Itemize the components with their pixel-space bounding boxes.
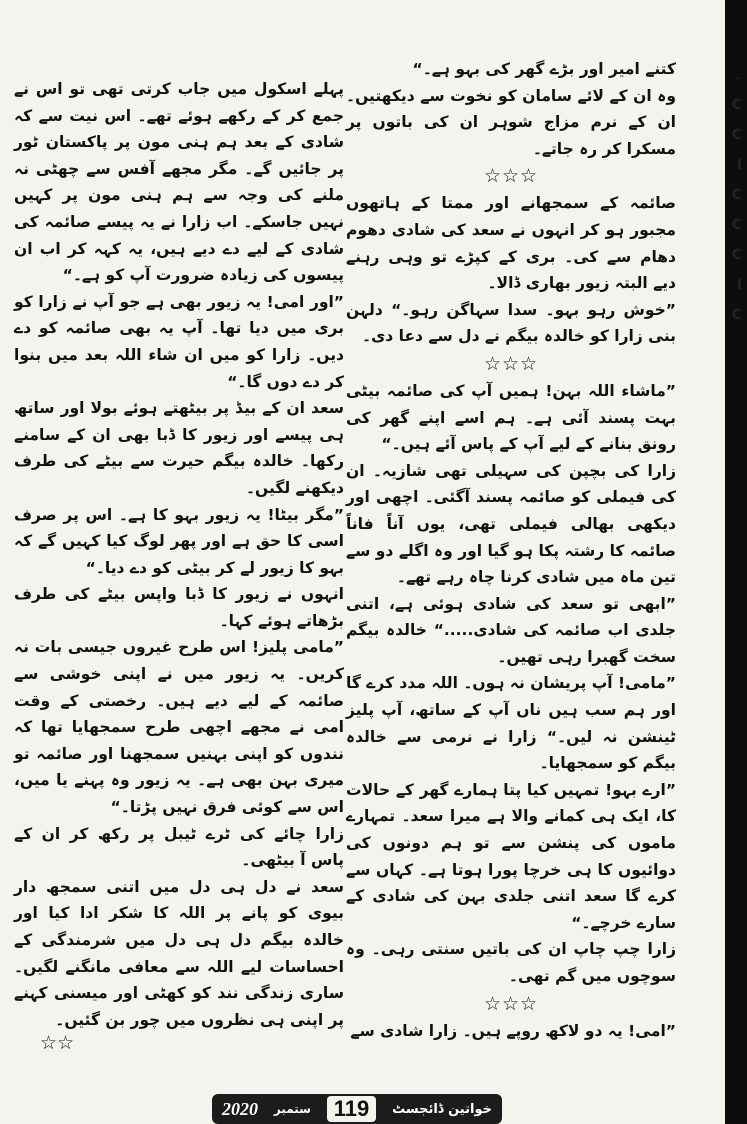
- paragraph: زارا کی بچپن کی سہیلی تھی شازیہ۔ ان کی فیملی کو صائمہ پسند آگئی۔ اچھی اور دیکھی بھالی فیملی تھی، یوں آناً فاناً صائمہ کا رشتہ پکا ہو گیا اور وہ اگلے دو سے تین ماہ میں شادی کرنا چاہ رہے تھے۔: [346, 461, 676, 587]
- paragraph: صائمہ کے سمجھانے اور ممتا کے ہاتھوں مجبور ہو کر انہوں نے سعد کی شادی دھوم دھام سے کی۔ بری کے کپڑے تو وہی رہنے دیے البتہ زیور بھاری ڈالا۔: [346, 194, 676, 293]
- edge-glyph: I: [736, 157, 742, 173]
- edge-glyph: C: [731, 307, 742, 323]
- paragraph: زارا چائے کی ٹرے ٹیبل پر رکھ کر ان کے پاس آ بیٹھی۔: [14, 824, 344, 870]
- edge-glyph: C: [731, 127, 742, 143]
- paragraph: وہ ان کے لائے سامان کو نخوت سے دیکھتیں۔ ان کے نرم مزاج شوہر ان کی باتوں پر مسکرا کر رہ جاتے۔: [346, 86, 676, 158]
- page-number: 119: [327, 1096, 377, 1122]
- paragraph: ”مامی! آپ پریشان نہ ہوں۔ اللہ مدد کرے گا اور ہم سب ہیں ناں آپ کے ساتھ، آپ پلیز ٹینشن نہ لیں۔“ زارا نے نرمی سے خالدہ بیگم کو سمجھایا۔: [346, 674, 676, 773]
- page-footer: [212, 1094, 502, 1124]
- edge-glyph: I: [736, 277, 742, 293]
- paragraph: ”ارے بہو! تمہیں کیا پتا ہمارے گھر کے حالات کا، ایک ہی کمانے والا ہے میرا سعد۔ تمہارے ماموں کی پنشن سے تو ہم دونوں کی دوائیوں کا ہی خرچا پورا ہوتا ہے۔ کہاں سے کرے گا سعد اتنی جلدی بہن کی شادی کے سارے خرچے۔“: [346, 780, 676, 932]
- paragraph: کتنے امیر اور بڑے گھر کی بہو ہے۔“: [412, 60, 676, 78]
- paragraph: زارا چپ چاپ ان کی باتیں سنتی رہی۔ وہ سوچوں میں گم تھی۔: [346, 940, 676, 985]
- paragraph: ”ماشاء اللہ بہن! ہمیں آپ کی صائمہ بیٹی بہت پسند آئی ہے۔ ہم اسے اپنے گھر کی رونق بنانے کے لیے آپ کے پاس آئے ہیں۔“: [346, 381, 676, 454]
- paragraph: پہلے اسکول میں جاب کرتی تھی تو اس نے جمع کر کے رکھے ہوئے تھے۔ اس نیت سے کہ شادی کے بعد ہم ہنی مون پر پاکستان ٹور پر جائیں گے۔ مگر مجھے آفس سے چھٹی نہ ملنے کی وجہ سے ہم ہنی مون پر کہیں نہیں جاسکے۔ اب زارا نے یہ پیسے صائمہ کی شادی کے لیے دے دیے ہیں، یہ کہہ کر اب ان پیسوں کی زیادہ ضرورت آپ کو ہے۔“: [14, 80, 344, 285]
- left-text-column: [14, 76, 344, 1033]
- story-end-stars: ☆☆: [40, 1032, 75, 1054]
- section-divider-stars: ☆☆☆: [483, 165, 539, 188]
- edge-glyph: C: [731, 187, 742, 203]
- edge-glyph: C: [731, 247, 742, 263]
- section-divider-stars: ☆☆☆: [483, 992, 539, 1015]
- paragraph: ”اور امی! یہ زیور بھی ہے جو آپ نے زارا کو بری میں دیا تھا۔ آپ یہ بھی صائمہ کو دے دیں۔ زارا کو میں ان شاء اللہ بعد میں بنوا کر دے دوں گا۔“: [14, 292, 344, 391]
- footer-month: ستمبر: [273, 1102, 311, 1116]
- paragraph: سعد نے دل ہی دل میں اتنی سمجھ دار بیوی کو پانے پر اللہ کا شکر ادا کیا اور خالدہ بیگم دل ہی دل میں شرمندگی کے احساسات لیے اللہ سے معافی مانگنے لگیں۔ ساری زندگی نند کو کھٹی اور میسنی کہنے پر اپنی ہی نظروں میں چور بن گئیں۔: [14, 877, 344, 1029]
- edge-glyph: C: [731, 217, 742, 233]
- edge-glyph: ۔: [733, 67, 742, 83]
- edge-glyph: C: [731, 97, 742, 113]
- next-page-edge-text: [728, 60, 742, 330]
- right-text-column: [346, 56, 676, 1044]
- paragraph: ”امی! یہ دو لاکھ روپے ہیں۔ زارا شادی سے: [350, 1021, 676, 1040]
- footer-year: 2020: [222, 1098, 258, 1119]
- paragraph: سعد ان کے بیڈ پر بیٹھتے ہوئے بولا اور ساتھ ہی پیسے اور زیور کا ڈبا بھی ان کے سامنے رکھا۔ خالدہ بیگم حیرت سے بیٹے کی طرف دیکھنے لگیں۔: [14, 399, 344, 497]
- paragraph: ”مامی پلیز! اس طرح غیروں جیسی بات نہ کریں۔ یہ زیور میں نے اپنی خوشی سے صائمہ کے لیے دیے ہیں۔ رخصتی کے وقت امی نے مجھے اچھی طرح سمجھایا تھا کہ نندوں کو اپنی بہنیں سمجھنا اور صائمہ تو میری بہن بھی ہے۔ یہ زیور وہ پہنے یا میں، اس سے کوئی فرق نہیں پڑتا۔“: [14, 638, 344, 817]
- paragraph: ”ابھی تو سعد کی شادی ہوئی ہے، اتنی جلدی اب صائمہ کی شادی.....“ خالدہ بیگم سخت گھبرا رہی تھیں۔: [346, 594, 676, 666]
- magazine-name: خواتین ڈائجسٹ: [392, 1101, 492, 1117]
- paragraph: ”مگر بیٹا! یہ زیور بہو کا ہے۔ اس پر صرف اسی کا حق ہے اور پھر لوگ کیا کہیں گے کہ بہو کا زیور لے کر بیٹی کو دے دیا۔“: [14, 505, 344, 577]
- paragraph: ”خوش رہو بہو۔ سدا سہاگن رہو۔“ دلہن بنی زارا کو خالدہ بیگم نے دل سے دعا دی۔: [346, 300, 676, 346]
- paragraph: انہوں نے زیور کا ڈبا واپس بیٹے کی طرف بڑھاتے ہوئے کہا۔: [14, 585, 344, 630]
- section-divider-stars: ☆☆☆: [483, 352, 539, 375]
